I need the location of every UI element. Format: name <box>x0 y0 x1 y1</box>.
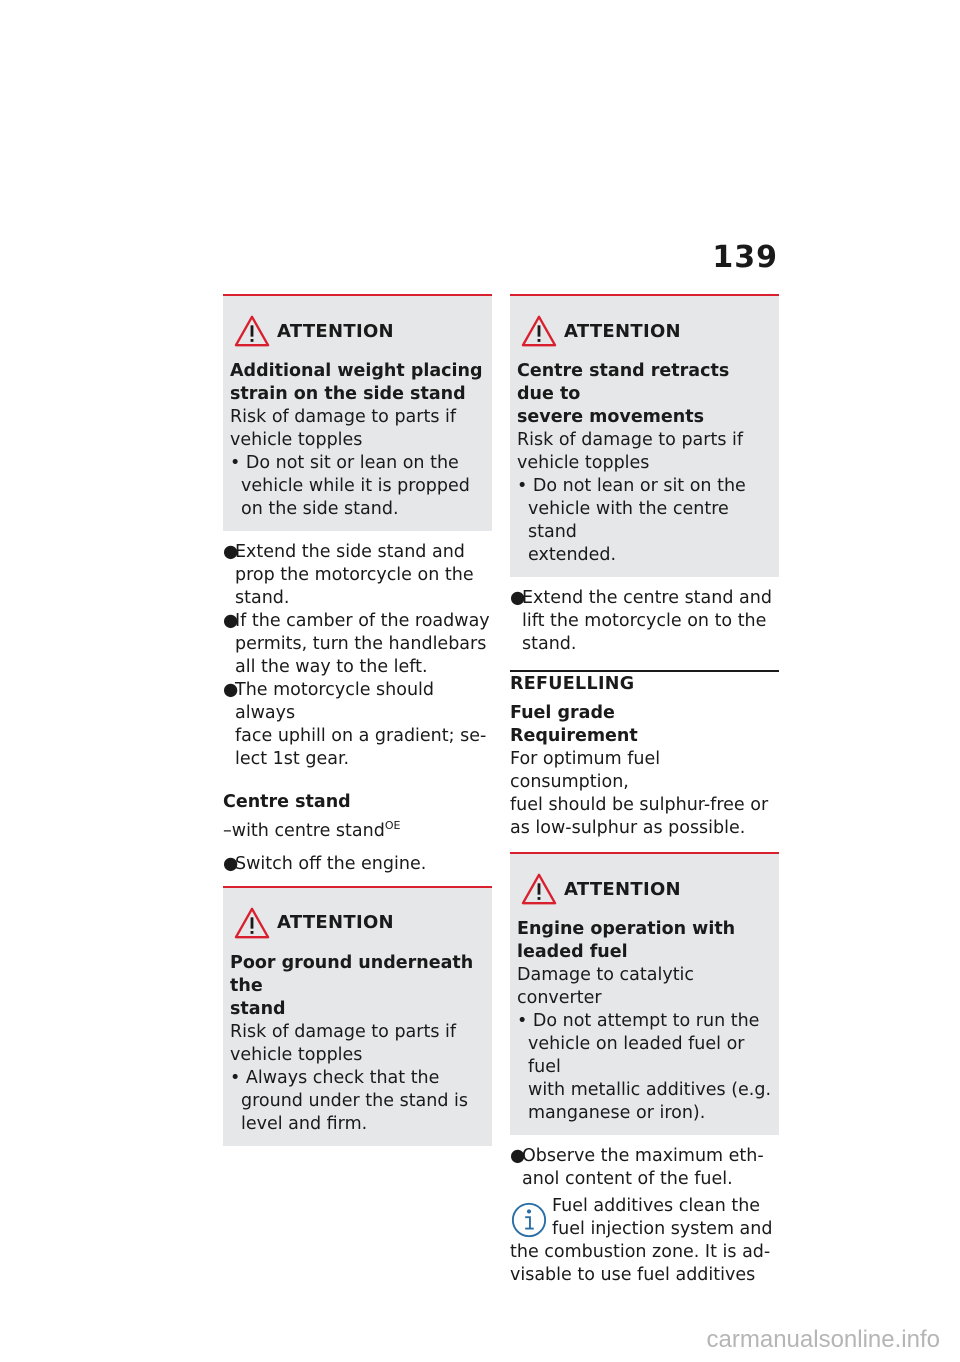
warning-triangle-icon <box>520 314 558 348</box>
attention-bullet: • Do not sit or lean on the vehicle while it is propped on the side stand. <box>230 453 470 519</box>
left-column <box>223 294 492 1146</box>
warning-triangle-icon <box>233 906 271 940</box>
attention-bullet: • Always check that the ground under the stand is level and firm. <box>230 1067 469 1134</box>
attention-header <box>230 314 485 348</box>
subsection-heading: Fuel grade <box>510 703 615 723</box>
equipment-note: –with centre stand$^{OE}$ <box>223 819 401 841</box>
info-icon <box>510 1201 548 1239</box>
attention-label: ATTENTION <box>564 320 681 342</box>
attention-label: ATTENTION <box>277 320 394 342</box>
attention-risk: Risk of damage to parts if <box>230 407 457 427</box>
attention-title: Additional weight placing <box>230 361 483 381</box>
list-item: ●Extend the centre stand and lift the motorcycle on to the stand. <box>510 588 772 654</box>
attention-title: stand <box>230 998 286 1019</box>
attention-title: severe movements <box>517 407 705 427</box>
attention-risk: Risk of damage to parts if <box>517 430 744 450</box>
attention-box-centre-stand <box>510 294 779 577</box>
requirement-heading: Requirement <box>510 726 638 746</box>
watermark: carmanualsonline.info <box>706 1326 940 1353</box>
list-item: ●Extend the side stand and prop the motorcycle on the stand. <box>223 542 474 608</box>
section-divider <box>510 670 779 672</box>
attention-label: ATTENTION <box>277 912 394 934</box>
attention-title: leaded fuel <box>517 942 628 962</box>
attention-risk: Damage to catalytic converter <box>517 965 695 1008</box>
warning-triangle-icon <box>233 314 271 348</box>
attention-bullet: • Do not lean or sit on the vehicle with the centre stand extended. <box>517 476 746 565</box>
list-item: ●The motorcycle should always face uphill on a gradient; se- lect 1st gear. <box>223 680 487 769</box>
attention-header <box>517 314 772 348</box>
attention-label: ATTENTION <box>564 878 681 900</box>
attention-box-side-stand <box>223 294 492 531</box>
list-item: ●Switch off the engine. <box>223 853 427 874</box>
list-item: ●If the camber of the roadway permits, turn the handlebars all the way to the left. <box>223 611 490 677</box>
requirement-text: For optimum fuel consumption, fuel should be sulphur-free or as low-sulphur as possible. <box>510 749 769 838</box>
step-list <box>510 1145 779 1191</box>
list-item: ●Observe the maximum eth- anol content of the fuel. <box>510 1146 764 1189</box>
attention-title: Engine operation with <box>517 919 736 939</box>
attention-title: Poor ground underneath the <box>230 952 474 996</box>
page-number: 139 <box>712 240 778 275</box>
attention-risk: Risk of damage to parts if <box>230 1021 457 1042</box>
attention-box-ground <box>223 886 492 1146</box>
attention-title: Centre stand retracts due to <box>517 361 730 404</box>
attention-risk: vehicle topples <box>230 430 363 450</box>
attention-title: strain on the side stand <box>230 384 466 404</box>
centre-stand-heading: Centre stand <box>223 792 351 812</box>
step-list <box>223 853 492 876</box>
attention-header <box>230 906 485 940</box>
warning-triangle-icon <box>520 872 558 906</box>
right-column <box>510 294 779 1287</box>
section-title: REFUELLING <box>510 674 635 694</box>
attention-box-leaded-fuel <box>510 852 779 1135</box>
attention-risk: vehicle topples <box>230 1044 363 1065</box>
attention-risk: vehicle topples <box>517 453 650 473</box>
step-list <box>223 541 492 771</box>
attention-header <box>517 872 772 906</box>
step-list <box>510 587 779 656</box>
oe-marker: OE <box>384 819 401 832</box>
info-note: Fuel additives clean the fuel injection system and the combustion zone. It is ad- visable to use fuel additives <box>510 1196 773 1285</box>
attention-bullet: • Do not attempt to run the vehicle on leaded fuel or fuel with metallic additives (e.g. manganese or iron). <box>517 1011 772 1123</box>
